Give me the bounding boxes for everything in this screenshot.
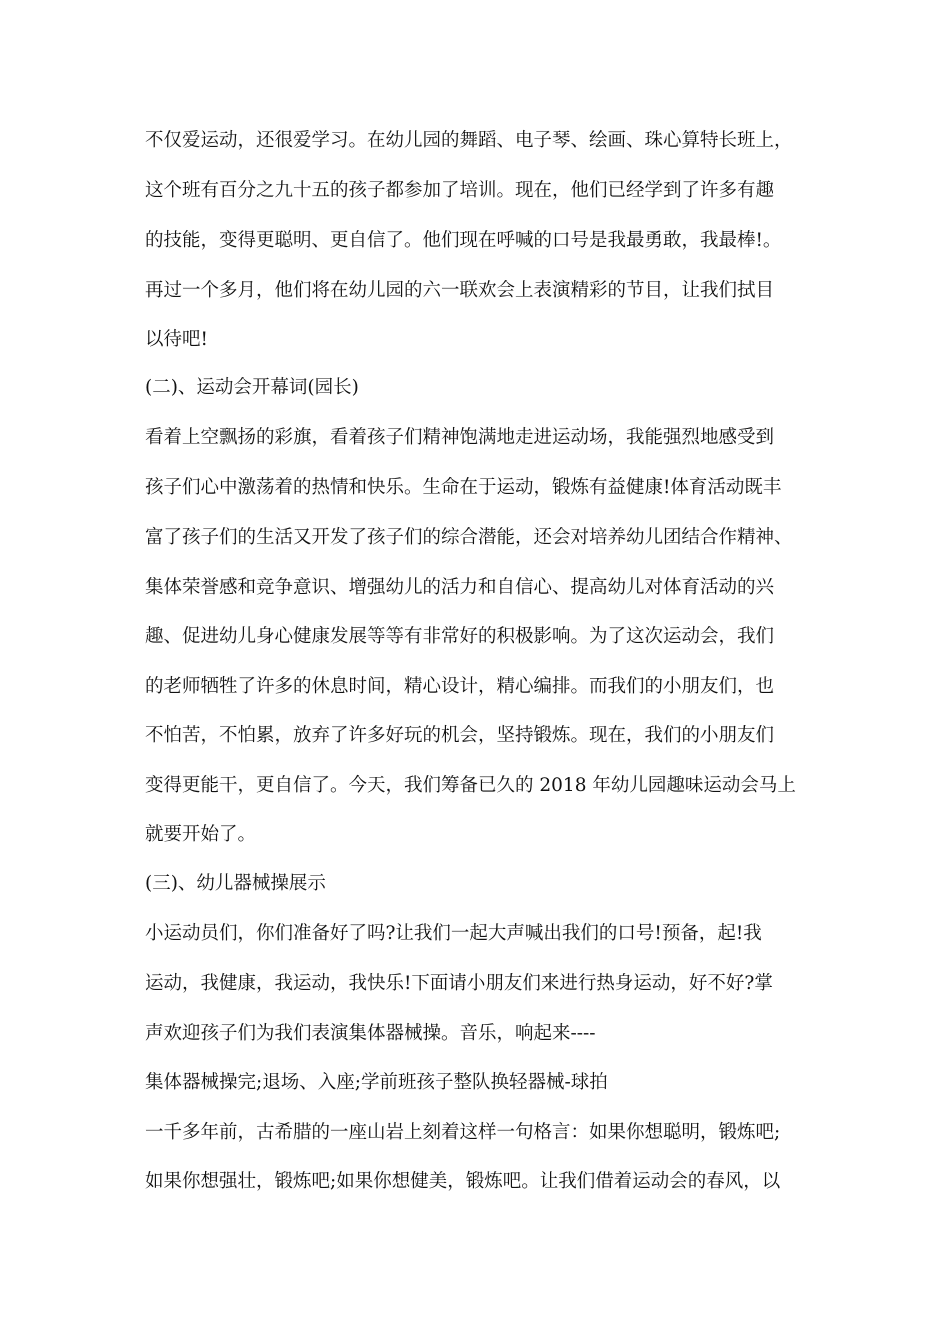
paragraph-line: 看着上空飘扬的彩旗，看着孩子们精神饱满地走进运动场，我能强烈地感受到 [145, 427, 775, 448]
paragraph-line: 的老师牺牲了许多的休息时间，精心设计，精心编排。而我们的小朋友们，也 [145, 676, 775, 697]
paragraph-line: 不仅爱运动，还很爱学习。在幼儿园的舞蹈、电子琴、绘画、珠心算特长班上， [145, 130, 793, 151]
paragraph-line: 集体荣誉感和竞争意识、增强幼儿的活力和自信心、提高幼儿对体育活动的兴 [145, 577, 775, 598]
paragraph-line: 小运动员们，你们准备好了吗?让我们一起大声喊出我们的口号!预备，起!我 [145, 923, 762, 944]
paragraph-line: 一千多年前，古希腊的一座山岩上刻着这样一句格言：如果你想聪明，锻炼吧; [145, 1122, 781, 1143]
paragraph-line: 就要开始了。 [145, 824, 257, 845]
paragraph-line: 趣、促进幼儿身心健康发展等等有非常好的积极影响。为了这次运动会，我们 [145, 626, 775, 647]
paragraph-line: 孩子们心中激荡着的热情和快乐。生命在于运动，锻炼有益健康!体育活动既丰 [145, 477, 782, 498]
section-heading: (三)、幼儿器械操展示 [145, 873, 326, 894]
paragraph-line: 运动，我健康，我运动，我快乐!下面请小朋友们来进行热身运动，好不好?掌 [145, 973, 773, 994]
paragraph-line: 声欢迎孩子们为我们表演集体器械操。音乐，响起来---- [145, 1023, 596, 1044]
paragraph-line: 如果你想强壮，锻炼吧;如果你想健美，锻炼吧。让我们借着运动会的春风，以 [145, 1171, 781, 1192]
paragraph-line: 变得更能干，更自信了。今天，我们筹备已久的 2018 年幼儿园趣味运动会马上 [145, 775, 796, 796]
paragraph-line: 以待吧! [145, 329, 208, 350]
section-heading: (二)、运动会开幕词(园长) [145, 377, 359, 398]
paragraph-line: 这个班有百分之九十五的孩子都参加了培训。现在，他们已经学到了许多有趣 [145, 180, 775, 201]
paragraph-line: 再过一个多月，他们将在幼儿园的六一联欢会上表演精彩的节目，让我们拭目 [145, 280, 775, 301]
paragraph-line: 的技能，变得更聪明、更自信了。他们现在呼喊的口号是我最勇敢，我最棒!。 [145, 230, 782, 251]
paragraph-line: 不怕苦，不怕累，放弃了许多好玩的机会，坚持锻炼。现在，我们的小朋友们 [145, 725, 775, 746]
paragraph-line: 集体器械操完;退场、入座;学前班孩子整队换轻器械-球拍 [145, 1072, 608, 1093]
paragraph-line: 富了孩子们的生活又开发了孩子们的综合潜能，还会对培养幼儿团结合作精神、 [145, 527, 793, 548]
